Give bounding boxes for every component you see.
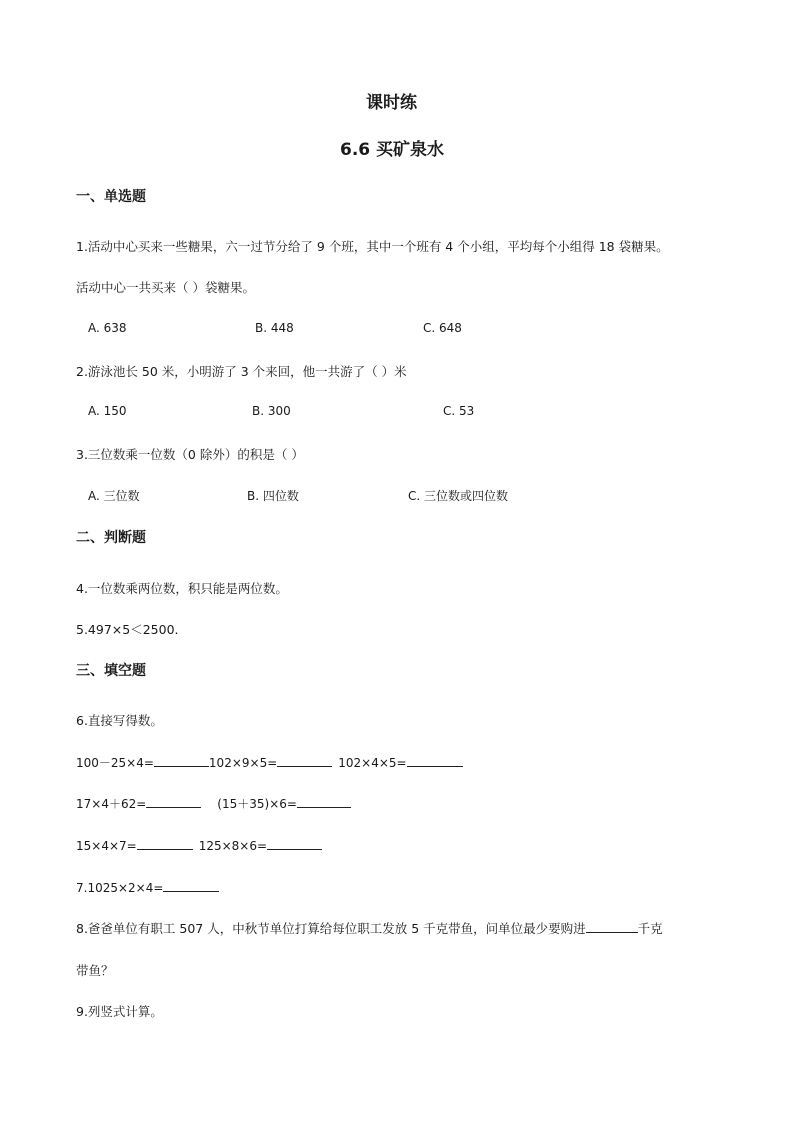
section-heading-single-choice: 一、单选题 <box>76 189 146 205</box>
answer-blank[interactable] <box>146 794 201 808</box>
question-3-option-b[interactable]: B. 四位数 <box>247 489 299 503</box>
answer-blank[interactable] <box>297 794 351 808</box>
calc-expression: 100－25×4= <box>76 756 154 770</box>
answer-blank[interactable] <box>586 919 638 933</box>
question-8-text: 8.爸爸单位有职工 507 人，中秋节单位打算给每位职工发放 5 千克带鱼，问单位最少要购进 <box>76 921 586 936</box>
question-6-text: 6.直接写得数。 <box>76 713 163 728</box>
lesson-subtitle: 6.6 买矿泉水 <box>340 140 445 160</box>
answer-blank[interactable] <box>267 836 322 850</box>
answer-blank[interactable] <box>163 878 219 892</box>
calc-expression: 102×4×5= <box>338 756 407 770</box>
calc-row-2 <box>76 794 351 812</box>
section-heading-true-false: 二、判断题 <box>76 530 146 546</box>
question-5-text: 5.497×5＜2500. <box>76 622 179 637</box>
answer-blank[interactable] <box>407 753 463 767</box>
question-1-text: 1.活动中心买来一些糖果，六一过节分给了 9 个班，其中一个班有 4 个小组，平均每个小组得 18 袋糖果。 <box>76 239 669 254</box>
question-1-option-a[interactable]: A. 638 <box>88 321 127 335</box>
section-heading-fill-blank: 三、填空题 <box>76 663 146 679</box>
question-3-option-c[interactable]: C. 三位数或四位数 <box>408 489 509 503</box>
question-1-text-cont: 活动中心一共买来（ ）袋糖果。 <box>76 280 255 295</box>
question-7-text: 7.1025×2×4= <box>76 881 164 895</box>
question-8-text-cont: 带鱼？ <box>76 963 114 978</box>
question-9-text: 9.列竖式计算。 <box>76 1004 163 1019</box>
question-4-text: 4.一位数乘两位数，积只能是两位数。 <box>76 581 288 596</box>
calc-row-1 <box>76 753 463 771</box>
answer-blank[interactable] <box>154 753 209 767</box>
question-1-option-c[interactable]: C. 648 <box>423 321 462 335</box>
calc-expression: (15＋35)×6= <box>217 797 297 811</box>
question-8-unit: 千克 <box>637 921 663 936</box>
question-2-text: 2.游泳池长 50 米，小明游了 3 个来回，他一共游了（ ）米 <box>76 364 407 379</box>
answer-blank[interactable] <box>137 836 193 850</box>
question-2-option-b[interactable]: B. 300 <box>252 404 291 418</box>
calc-row-3 <box>76 836 322 853</box>
question-3-option-a[interactable]: A. 三位数 <box>88 489 140 503</box>
calc-expression: 17×4＋62= <box>76 797 147 811</box>
page-title: 课时练 <box>366 93 417 113</box>
question-8-row <box>76 919 663 937</box>
question-1-option-b[interactable]: B. 448 <box>255 321 294 335</box>
answer-blank[interactable] <box>277 753 332 767</box>
question-7-row <box>76 878 219 895</box>
calc-expression: 125×8×6= <box>198 839 268 853</box>
question-2-option-c[interactable]: C. 53 <box>443 404 475 418</box>
calc-expression: 15×4×7= <box>76 839 137 853</box>
calc-expression: 102×9×5= <box>208 756 278 770</box>
question-3-text: 3.三位数乘一位数（0 除外）的积是（ ） <box>76 447 304 462</box>
question-2-option-a[interactable]: A. 150 <box>88 404 127 418</box>
